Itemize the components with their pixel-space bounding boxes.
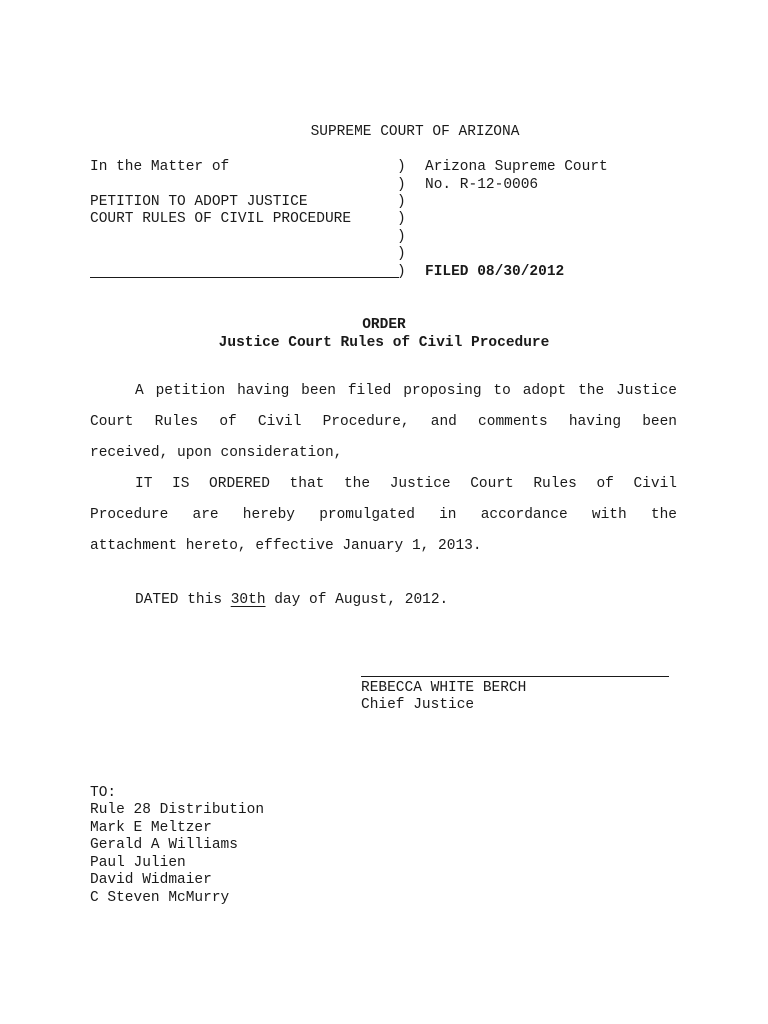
- order-subtitle: Justice Court Rules of Civil Procedure: [218, 335, 550, 351]
- recipient: C Steven McMurry: [90, 890, 230, 906]
- recipient: Gerald A Williams: [90, 837, 238, 853]
- caption-paren: ): [397, 229, 406, 245]
- caption-paren: ): [397, 211, 406, 227]
- caption-petition-line-2: COURT RULES OF CIVIL PROCEDURE: [90, 211, 352, 227]
- recipient: David Widmaier: [90, 872, 212, 888]
- paragraph-line: A petition having been filed proposing to adopt the Justice: [135, 383, 677, 399]
- dated-day: 30th: [230, 592, 266, 608]
- signer-name: REBECCA WHITE BERCH: [361, 680, 527, 696]
- order-title: ORDER: [362, 317, 406, 333]
- court-title: SUPREME COURT OF ARIZONA: [310, 124, 520, 140]
- paragraph-line: received, upon consideration,: [90, 445, 343, 461]
- to-label: TO:: [90, 785, 117, 801]
- dated-prefix: DATED this: [135, 592, 231, 608]
- recipient: Mark E Meltzer: [90, 820, 212, 836]
- petition-paragraph: [90, 376, 677, 469]
- order-paragraph: [90, 469, 677, 562]
- caption-paren: ): [397, 264, 406, 280]
- paragraph-line: Court Rules of Civil Procedure, and comments having been: [90, 414, 677, 430]
- caption-paren: ): [397, 194, 406, 210]
- caption-petition-line-1: PETITION TO ADOPT JUSTICE: [90, 194, 308, 210]
- recipient: Rule 28 Distribution: [90, 802, 265, 818]
- signer-title: Chief Justice: [361, 697, 475, 713]
- recipient: Paul Julien: [90, 855, 186, 871]
- filed-stamp: FILED 08/30/2012: [425, 264, 565, 280]
- dated-line: [135, 592, 448, 609]
- paragraph-line: Procedure are hereby promulgated in accordance with the: [90, 507, 677, 523]
- case-number: No. R-12-0006: [425, 177, 539, 193]
- dated-suffix: day of August, 2012.: [265, 592, 449, 608]
- caption-matter-line: In the Matter of: [90, 159, 230, 175]
- caption-underline: [90, 277, 399, 278]
- paragraph-line: attachment hereto, effective January 1, 2013.: [90, 538, 482, 554]
- signature-line: [361, 676, 669, 677]
- paragraph-line: IT IS ORDERED that the Justice Court Rules of Civil: [135, 476, 677, 492]
- caption-paren: ): [397, 177, 406, 193]
- court-name: Arizona Supreme Court: [425, 159, 608, 175]
- caption-paren: ): [397, 246, 406, 262]
- caption-paren: ): [397, 159, 406, 175]
